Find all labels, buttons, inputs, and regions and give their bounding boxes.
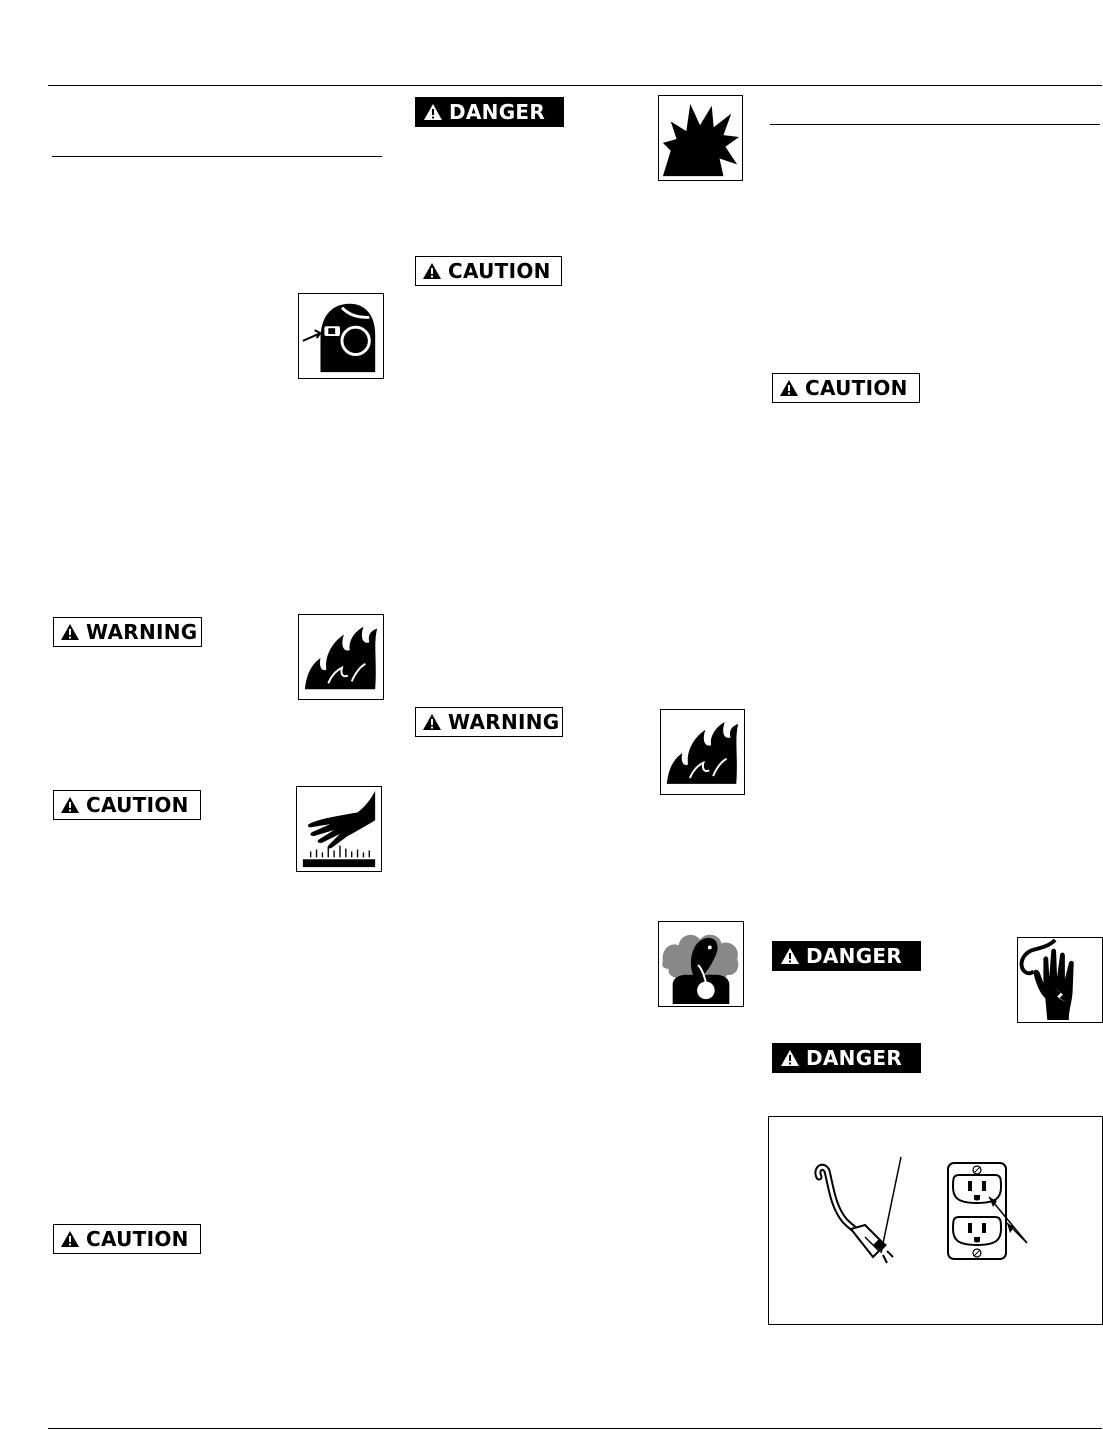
header-rule — [48, 85, 1102, 86]
danger-label: DANGER — [806, 944, 903, 968]
caution-label: CAUTION — [805, 376, 908, 400]
warning-badge — [415, 707, 563, 737]
alert-triangle-icon — [780, 947, 800, 965]
caution-badge — [415, 256, 562, 286]
warning-badge — [53, 617, 202, 647]
caution-label: CAUTION — [448, 259, 551, 283]
eye-ear-protection-icon — [298, 293, 384, 379]
explosion-icon — [658, 95, 743, 181]
caution-badge — [53, 1224, 201, 1254]
alert-triangle-icon — [60, 1230, 80, 1248]
footer-rule — [48, 1428, 1102, 1429]
alert-triangle-icon — [780, 1049, 800, 1067]
danger-badge — [772, 941, 921, 971]
alert-triangle-icon — [423, 103, 443, 121]
warning-label: WARNING — [86, 620, 198, 644]
warning-label: WARNING — [448, 710, 560, 734]
fire-icon — [660, 709, 745, 795]
toxic-fumes-icon — [658, 921, 744, 1007]
section-rule-right — [770, 124, 1100, 125]
caution-badge — [53, 790, 201, 820]
grounded-plug-outlet-illustration — [768, 1116, 1103, 1325]
caution-label: CAUTION — [86, 1227, 189, 1251]
alert-triangle-icon — [422, 713, 442, 731]
alert-triangle-icon — [422, 262, 442, 280]
fire-icon — [298, 614, 384, 700]
caution-badge — [772, 373, 920, 403]
alert-triangle-icon — [60, 796, 80, 814]
alert-triangle-icon — [779, 379, 799, 397]
danger-label: DANGER — [449, 100, 546, 124]
electric-shock-icon — [1017, 937, 1103, 1023]
danger-badge — [415, 97, 564, 127]
danger-badge — [772, 1043, 921, 1073]
danger-label: DANGER — [806, 1046, 903, 1070]
alert-triangle-icon — [60, 623, 80, 641]
section-rule-left — [52, 156, 382, 157]
hot-surface-icon — [296, 786, 382, 872]
caution-label: CAUTION — [86, 793, 189, 817]
